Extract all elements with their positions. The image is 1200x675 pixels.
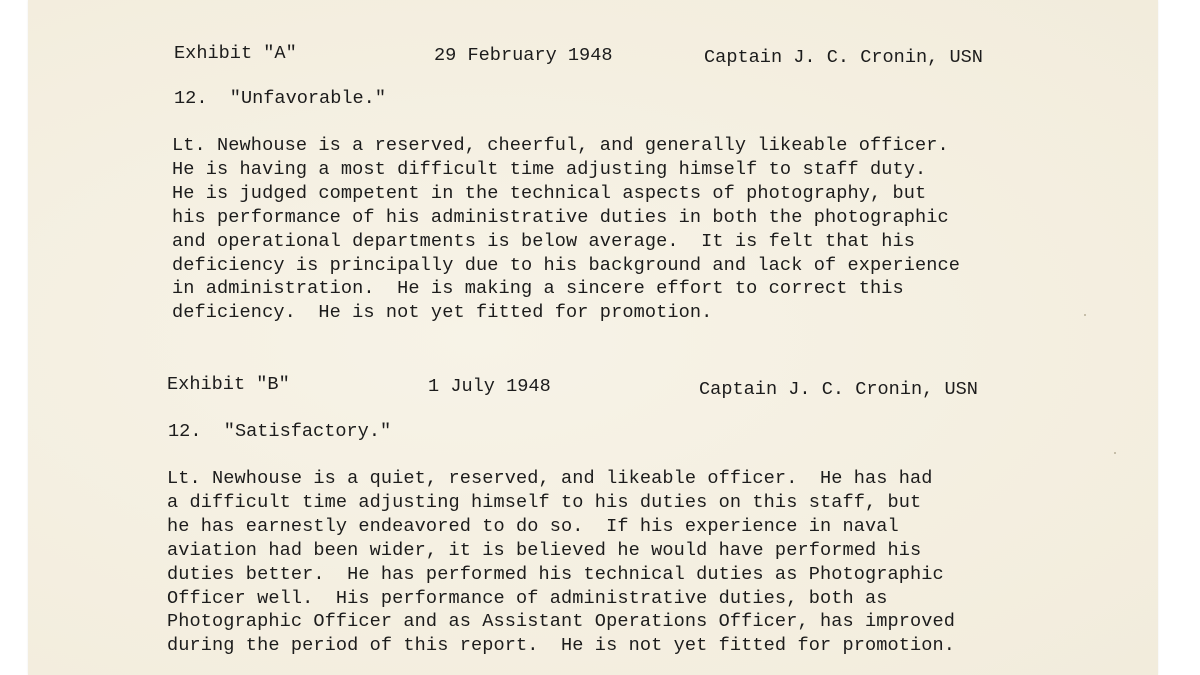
exhibit-a-paragraph — [172, 134, 960, 325]
exhibit-b-rating: 12. "Satisfactory." — [168, 421, 392, 442]
exhibit-b-date: 1 July 1948 — [428, 376, 551, 397]
paper-speck — [1084, 314, 1086, 316]
paragraph-line: in administration. He is making a sincere effort to correct this — [172, 278, 904, 300]
paragraph-line: during the period of this report. He is not yet fitted for promotion. — [167, 635, 956, 657]
typewritten-page — [28, 0, 1158, 675]
paragraph-line: He is judged competent in the technical aspects of photography, but — [172, 182, 927, 204]
exhibit-b-officer: Captain J. C. Cronin, USN — [699, 379, 978, 400]
exhibit-b-paragraph — [167, 467, 955, 658]
paragraph-line: Officer well. His performance of administrative duties, both as — [167, 587, 888, 609]
paragraph-line: aviation had been wider, it is believed he would have performed his — [167, 539, 922, 561]
exhibit-a-officer: Captain J. C. Cronin, USN — [704, 47, 983, 68]
paper-speck — [1114, 452, 1116, 454]
paragraph-line: duties better. He has performed his technical duties as Photographic — [167, 563, 944, 585]
paragraph-line: deficiency is principally due to his background and lack of experience — [172, 254, 961, 276]
paragraph-line: He is having a most difficult time adjusting himself to staff duty. — [172, 158, 927, 180]
paragraph-line: Lt. Newhouse is a quiet, reserved, and likeable officer. He has had — [167, 468, 933, 489]
paragraph-line: deficiency. He is not yet fitted for promotion. — [172, 302, 713, 324]
paragraph-line: he has earnestly endeavored to do so. If his experience in naval — [167, 515, 899, 537]
paragraph-line: and operational departments is below average. It is felt that his — [172, 230, 916, 252]
paragraph-line: Lt. Newhouse is a reserved, cheerful, and generally likeable officer. — [172, 135, 949, 156]
paragraph-line: a difficult time adjusting himself to his duties on this staff, but — [167, 491, 922, 513]
exhibit-a-label: Exhibit "A" — [174, 43, 297, 64]
paragraph-line: Photographic Officer and as Assistant Operations Officer, has improved — [167, 611, 956, 633]
paragraph-line: his performance of his administrative duties in both the photographic — [172, 206, 949, 228]
exhibit-b-label: Exhibit "B" — [167, 374, 290, 395]
exhibit-a-date: 29 February 1948 — [434, 45, 613, 66]
exhibit-a-rating: 12. "Unfavorable." — [174, 88, 387, 109]
